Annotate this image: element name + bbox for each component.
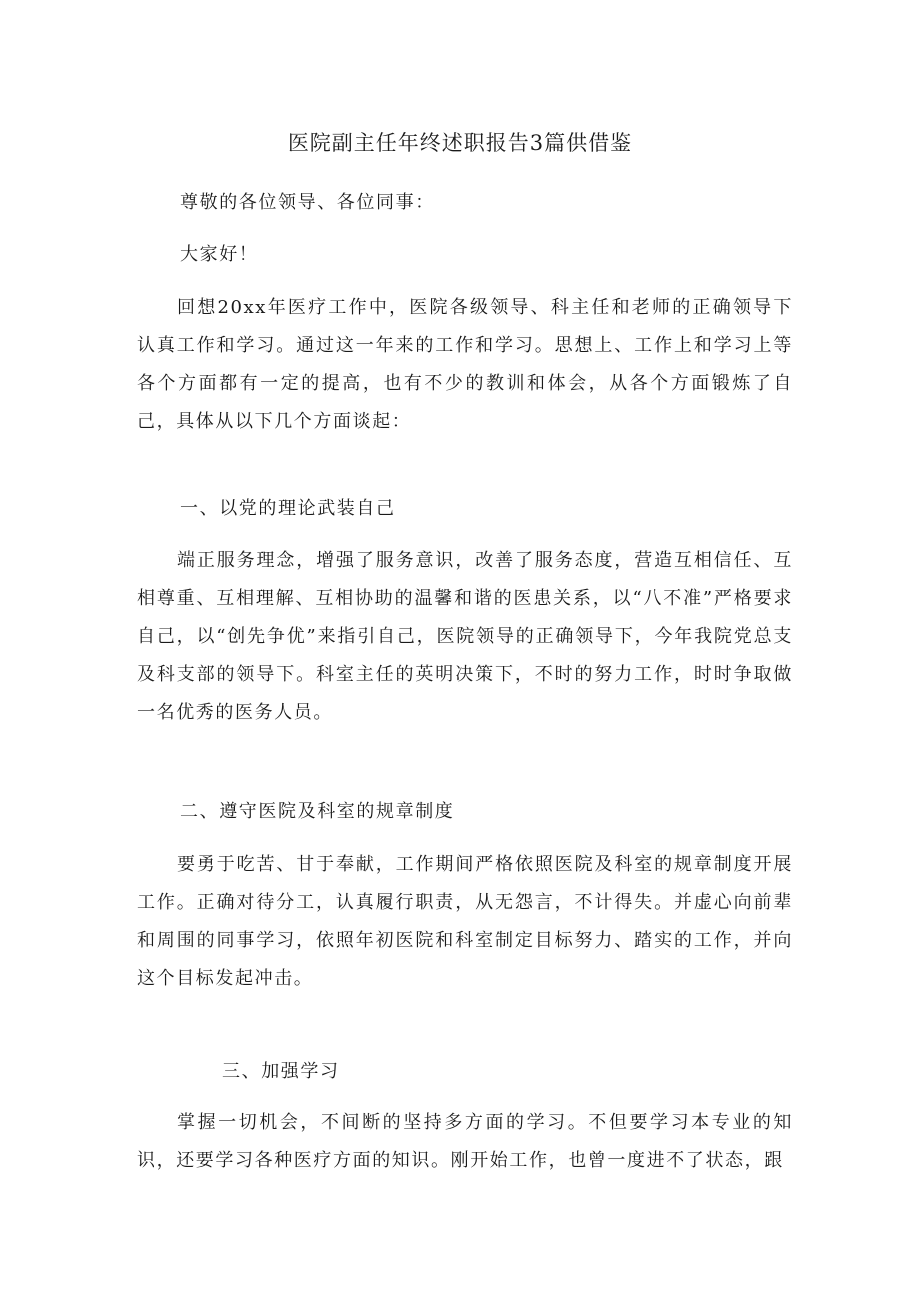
- section-body-2: 要勇于吃苦、甘于奉献，工作期间严格依照医院及科室的规章制度开展工作。正确对待分工，认真履行职责，从无怨言，不计得失。并虚心向前辈和周围的同事学习，依照年初医院和科室制定目标努力、踏实的工作，并向这个目标发起冲击。: [137, 854, 793, 989]
- section-body-3: 掌握一切机会，不间断的坚持多方面的学习。不但要学习本专业的知识，还要学习各种医疗方面的知识。刚开始工作，也曾一度进不了状态，跟: [137, 1112, 793, 1171]
- section-body-1: 端正服务理念，增强了服务意识，改善了服务态度，营造互相信任、互相尊重、互相理解、互相协助的温馨和谐的医患关系，以“八不准”严格要求自己，以“创先争优”来指引自己，医院领导的正确领导下，今年我院党总支及科支部的领导下。科室主任的英明决策下，不时的努力工作，时时争取做一名优秀的医务人员。: [137, 550, 793, 723]
- salutation: 尊敬的各位领导、各位同事：: [180, 192, 435, 213]
- greeting: 大家好！: [180, 244, 259, 265]
- intro-paragraph: 回想20xx年医疗工作中，医院各级领导、科主任和老师的正确领导下认真工作和学习。通过这一年来的工作和学习。思想上、工作上和学习上等各个方面都有一定的提高，也有不少的教训和体会，从各个方面锻炼了自己，具体从以下几个方面谈起：: [137, 297, 793, 432]
- document-title: 医院副主任年终述职报告3篇供借鉴: [287, 131, 633, 155]
- section-heading-2: 二、遵守医院及科室的规章制度: [180, 801, 455, 822]
- section-heading-3: 三、加强学习: [222, 1061, 340, 1082]
- section-heading-1: 一、以党的理论武装自己: [180, 498, 396, 519]
